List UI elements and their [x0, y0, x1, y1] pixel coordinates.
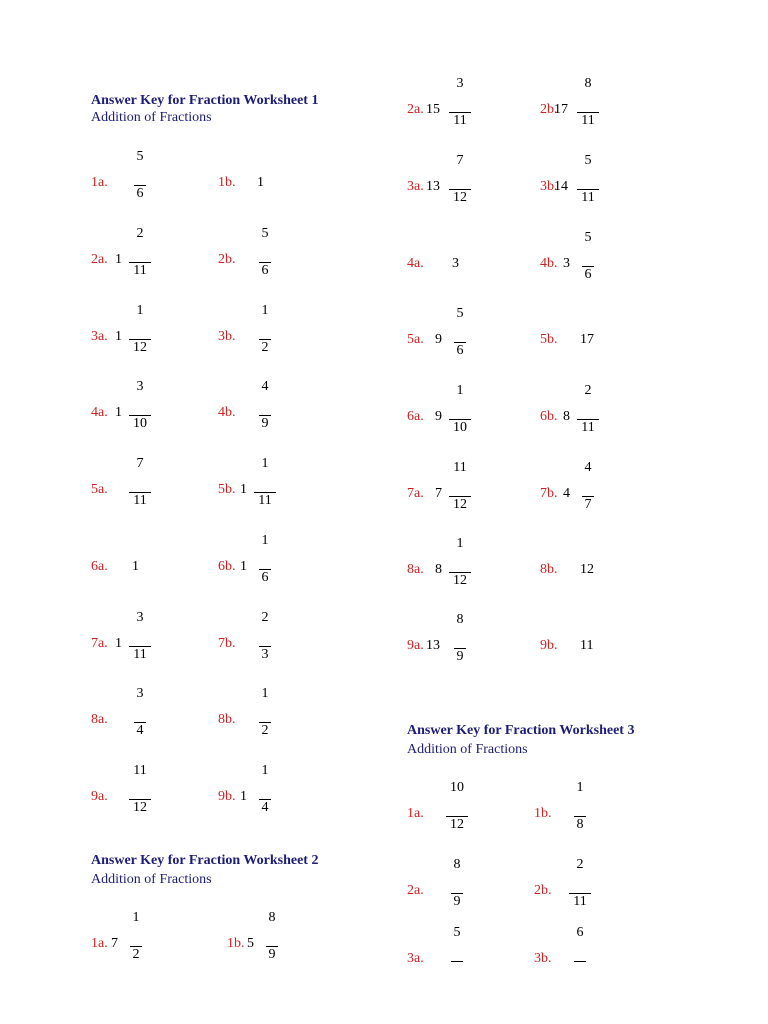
ws2-answer-item	[407, 224, 507, 304]
answer-label: 7a.	[407, 486, 424, 501]
whole-number: 1	[132, 559, 139, 574]
numerator: 5	[453, 925, 461, 940]
numerator: 3	[136, 379, 144, 394]
denominator: 2	[132, 947, 140, 962]
denominator: 11	[453, 113, 467, 128]
whole-number: 13	[426, 179, 440, 194]
whole-number: 15	[426, 102, 440, 117]
numerator: 3	[456, 76, 464, 91]
numerator: 8	[453, 857, 461, 872]
ws2-answer-item	[91, 904, 191, 984]
ws2-answer-item	[540, 377, 640, 457]
answer-label: 2a.	[91, 252, 108, 267]
answer-label: 3b.	[540, 179, 558, 194]
whole-number: 1	[115, 252, 122, 267]
denominator: 4	[136, 723, 144, 738]
ws2-answer-item	[540, 224, 640, 304]
numerator: 1	[261, 763, 269, 778]
denominator: 11	[581, 420, 595, 435]
ws3-answer-item	[534, 774, 634, 854]
numerator: 7	[136, 456, 144, 471]
denominator: 12	[453, 190, 467, 205]
ws2-answer-item	[540, 606, 640, 686]
numerator: 5	[584, 230, 592, 245]
whole-number: 11	[580, 638, 594, 653]
answer-label: 3b.	[218, 329, 236, 344]
whole-number: 1	[240, 559, 247, 574]
numerator: 5	[136, 149, 144, 164]
answer-label: 8b.	[218, 712, 236, 727]
ws2-answer-item	[540, 454, 640, 534]
answer-label: 5a.	[407, 332, 424, 347]
denominator: 2	[261, 340, 269, 355]
answer-label: 8b.	[540, 562, 558, 577]
answer-label: 1b.	[534, 806, 552, 821]
denominator: 10	[453, 420, 467, 435]
fraction-bar	[574, 961, 586, 962]
denominator: 6	[136, 186, 144, 201]
denominator: 10	[133, 416, 147, 431]
denominator: 11	[133, 263, 147, 278]
answer-label: 9b.	[218, 789, 236, 804]
whole-number: 1	[115, 329, 122, 344]
numerator: 3	[136, 686, 144, 701]
answer-label: 3a.	[407, 951, 424, 966]
fraction-bar	[451, 961, 463, 962]
answer-label: 8a.	[407, 562, 424, 577]
answer-label: 2a.	[407, 102, 424, 117]
ws1-answer-item	[218, 527, 318, 607]
answer-label: 7b.	[218, 636, 236, 651]
ws1-subtitle: Addition of Fractions	[91, 110, 212, 125]
ws2-answer-item	[407, 300, 507, 380]
numerator: 8	[584, 76, 592, 91]
numerator: 1	[261, 303, 269, 318]
ws2-answer-item	[407, 606, 507, 686]
answer-label: 3a.	[407, 179, 424, 194]
whole-number: 3	[452, 256, 459, 271]
denominator: 6	[261, 263, 269, 278]
numerator: 8	[268, 910, 276, 925]
denominator: 11	[258, 493, 272, 508]
numerator: 11	[133, 763, 147, 778]
ws3-subtitle: Addition of Fractions	[407, 742, 528, 757]
whole-number: 1	[115, 405, 122, 420]
answer-label: 9b.	[540, 638, 558, 653]
answer-label: 5a.	[91, 482, 108, 497]
numerator: 2	[261, 610, 269, 625]
denominator: 3	[261, 647, 269, 662]
ws2-answer-item	[407, 454, 507, 534]
numerator: 4	[584, 460, 592, 475]
numerator: 2	[576, 857, 584, 872]
numerator: 1	[261, 686, 269, 701]
ws1-answer-item	[91, 143, 191, 223]
numerator: 7	[456, 153, 464, 168]
numerator: 6	[576, 925, 584, 940]
whole-number: 1	[257, 175, 264, 190]
denominator: 9	[261, 416, 269, 431]
whole-number: 8	[435, 562, 442, 577]
ws2-answer-item	[407, 70, 507, 150]
denominator: 12	[133, 800, 147, 815]
whole-number: 13	[426, 638, 440, 653]
ws1-answer-item	[91, 757, 191, 837]
whole-number: 14	[554, 179, 568, 194]
numerator: 8	[456, 612, 464, 627]
answer-label: 2b.	[218, 252, 236, 267]
denominator: 9	[456, 649, 464, 664]
ws2-answer-item	[540, 147, 640, 227]
answer-label: 2a.	[407, 883, 424, 898]
answer-label: 4a.	[407, 256, 424, 271]
ws1-answer-item	[218, 143, 318, 223]
denominator: 12	[450, 817, 464, 832]
ws2-answer-item	[540, 300, 640, 380]
answer-label: 5b.	[540, 332, 558, 347]
denominator: 11	[133, 493, 147, 508]
numerator: 1	[132, 910, 140, 925]
answer-label: 1a.	[91, 175, 108, 190]
ws2-answer-item	[407, 530, 507, 610]
ws1-answer-item	[91, 604, 191, 684]
numerator: 3	[136, 610, 144, 625]
numerator: 4	[261, 379, 269, 394]
denominator: 11	[133, 647, 147, 662]
answer-label: 4b.	[218, 405, 236, 420]
ws1-answer-item	[218, 757, 318, 837]
denominator: 6	[584, 267, 592, 282]
ws2-answer-item	[227, 904, 327, 984]
ws1-answer-item	[218, 297, 318, 377]
whole-number: 17	[580, 332, 594, 347]
denominator: 9	[268, 947, 276, 962]
answer-label: 7a.	[91, 636, 108, 651]
ws3-answer-item	[407, 774, 507, 854]
answer-label: 1b.	[218, 175, 236, 190]
denominator: 8	[576, 817, 584, 832]
ws2-title: Answer Key for Fraction Worksheet 2	[91, 853, 319, 868]
ws1-answer-item	[91, 450, 191, 530]
denominator: 12	[453, 573, 467, 588]
whole-number: 1	[240, 789, 247, 804]
numerator: 1	[261, 533, 269, 548]
answer-label: 6a.	[407, 409, 424, 424]
whole-number: 1	[115, 636, 122, 651]
answer-label: 4b.	[540, 256, 558, 271]
answer-label: 9a.	[407, 638, 424, 653]
whole-number: 5	[247, 936, 254, 951]
ws1-answer-item	[218, 680, 318, 760]
numerator: 11	[453, 460, 467, 475]
numerator: 1	[456, 536, 464, 551]
whole-number: 7	[435, 486, 442, 501]
answer-label: 9a.	[91, 789, 108, 804]
numerator: 5	[261, 226, 269, 241]
ws1-answer-item	[91, 297, 191, 377]
answer-label: 7b.	[540, 486, 558, 501]
denominator: 9	[453, 894, 461, 909]
numerator: 5	[456, 306, 464, 321]
answer-label: 1b.	[227, 936, 245, 951]
whole-number: 17	[554, 102, 568, 117]
numerator: 5	[584, 153, 592, 168]
ws3-answer-item	[407, 919, 507, 999]
denominator: 12	[133, 340, 147, 355]
ws3-answer-item	[534, 919, 634, 999]
answer-label: 2b.	[540, 102, 558, 117]
answer-label: 2b.	[534, 883, 552, 898]
numerator: 2	[584, 383, 592, 398]
ws1-answer-item	[91, 527, 191, 607]
ws1-answer-item	[218, 604, 318, 684]
ws1-answer-item	[218, 373, 318, 453]
denominator: 2	[261, 723, 269, 738]
ws3-title: Answer Key for Fraction Worksheet 3	[407, 723, 635, 738]
numerator: 1	[456, 383, 464, 398]
numerator: 2	[136, 226, 144, 241]
answer-label: 3a.	[91, 329, 108, 344]
denominator: 6	[456, 343, 464, 358]
whole-number: 9	[435, 409, 442, 424]
ws2-answer-item	[407, 147, 507, 227]
whole-number: 1	[240, 482, 247, 497]
whole-number: 8	[563, 409, 570, 424]
ws2-answer-item	[540, 70, 640, 150]
whole-number: 12	[580, 562, 594, 577]
answer-label: 4a.	[91, 405, 108, 420]
denominator: 11	[581, 190, 595, 205]
ws1-answer-item	[91, 680, 191, 760]
answer-label: 1a.	[91, 936, 108, 951]
whole-number: 7	[111, 936, 118, 951]
numerator: 1	[136, 303, 144, 318]
denominator: 11	[573, 894, 587, 909]
answer-label: 3b.	[534, 951, 552, 966]
denominator: 4	[261, 800, 269, 815]
answer-label: 6b.	[218, 559, 236, 574]
answer-label: 6b.	[540, 409, 558, 424]
answer-label: 8a.	[91, 712, 108, 727]
denominator: 6	[261, 570, 269, 585]
answer-label: 6a.	[91, 559, 108, 574]
ws2-answer-item	[540, 530, 640, 610]
ws1-answer-item	[91, 373, 191, 453]
whole-number: 4	[563, 486, 570, 501]
ws2-answer-item	[407, 377, 507, 457]
answer-label: 5b.	[218, 482, 236, 497]
numerator: 10	[450, 780, 464, 795]
answer-label: 1a.	[407, 806, 424, 821]
ws1-answer-item	[218, 220, 318, 300]
numerator: 1	[576, 780, 584, 795]
denominator: 7	[584, 497, 592, 512]
denominator: 11	[581, 113, 595, 128]
whole-number: 3	[563, 256, 570, 271]
ws1-title: Answer Key for Fraction Worksheet 1	[91, 93, 319, 108]
denominator: 12	[453, 497, 467, 512]
ws1-answer-item	[91, 220, 191, 300]
ws2-subtitle: Addition of Fractions	[91, 872, 212, 887]
numerator: 1	[261, 456, 269, 471]
ws1-answer-item	[218, 450, 318, 530]
whole-number: 9	[435, 332, 442, 347]
